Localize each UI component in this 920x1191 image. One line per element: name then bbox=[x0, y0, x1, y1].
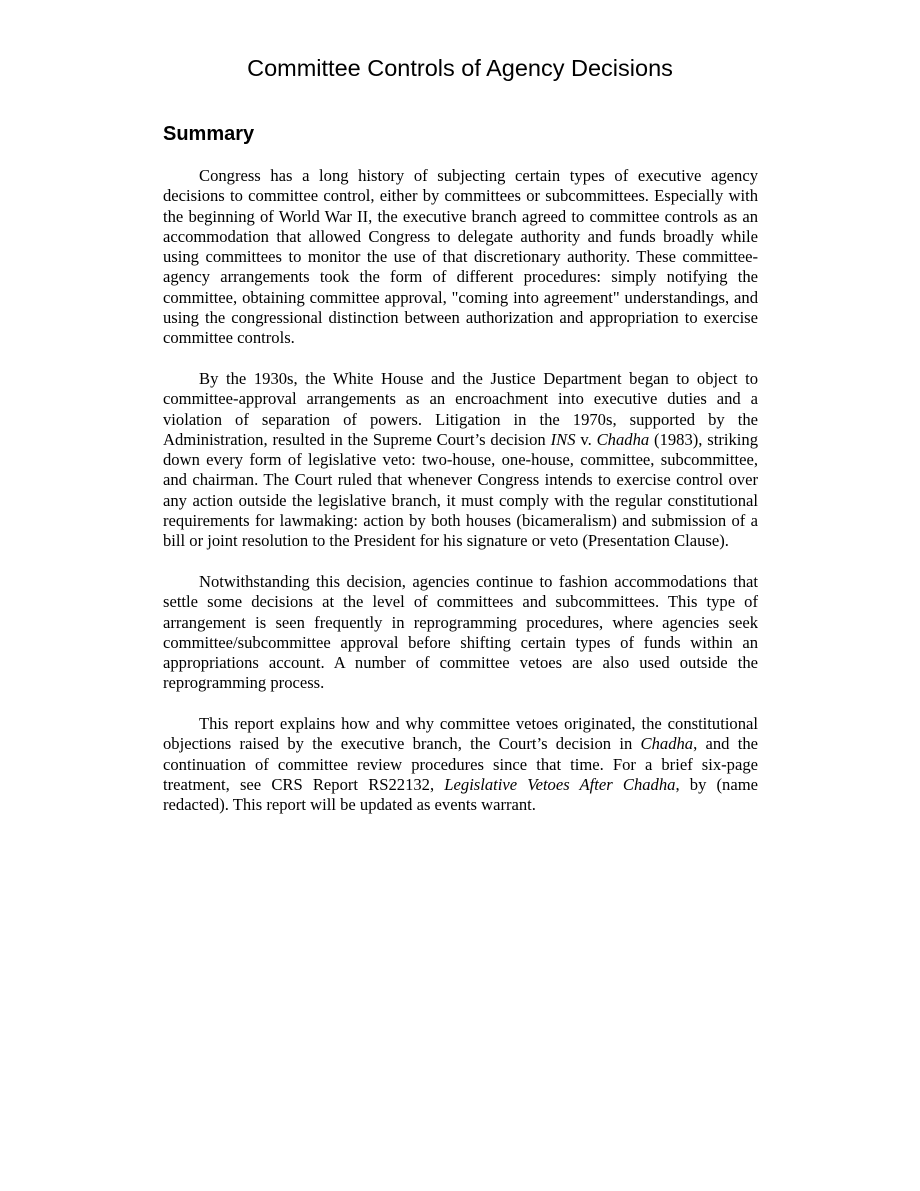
report-title-reference: Legislative Vetoes After Chadha bbox=[444, 774, 676, 794]
summary-heading: Summary bbox=[163, 123, 255, 145]
paragraph-4-text-1: This report explains how and why committee vetoes originated, the constitutional objections raised by the executive branch, the Court’s decision in bbox=[163, 714, 758, 754]
summary-paragraph-1: Congress has a long history of subjecting certain types of executive agency decisions to committee control, either by committees or subcommittees. Especially with the beginning of World War II, the executive branch agreed to committee controls as an accommodation that allowed Congress to delegate authority and funds broadly while using committees to monitor the use of that discretionary authority. These committee-agency arrangements took the form of different procedures: simply notifying the committee, obtaining committee approval, "coming into agreement" understandings, and using the congressional distinction between authorization and appropriation to exercise committee controls. bbox=[163, 166, 758, 348]
case-name-chadha: Chadha bbox=[596, 429, 650, 449]
paragraph-2-text-2: v. bbox=[575, 429, 597, 449]
paragraph-2-text-1: By the 1930s, the White House and the Justice Department began to object to committee-approval arrangements as an encroachment into executive duties and a violation of separation of powers. Litigation in the 1970s, supported by the Administration, resulted in the Supreme Court’s decision bbox=[163, 368, 758, 449]
case-name-ins: INS bbox=[550, 429, 576, 449]
paragraph-4-text-2: , and the continuation of committee review procedures since that time. For a brief six-page treatment, see CRS Report RS22132, bbox=[163, 734, 758, 794]
paragraph-2-text-3: (1983), striking down every form of legislative veto: two-house, one-house, committee, subcommittee, and chairman. The Court ruled that whenever Congress intends to exercise control over any action outside the legislative branch, it must comply with the regular constitutional requirements for lawmaking: action by both houses (bicameralism) and submission of a bill or joint resolution to the President for his signature or veto (Presentation Clause). bbox=[163, 429, 759, 551]
summary-paragraph-2 bbox=[163, 369, 758, 552]
paragraph-4-text-3: , by (name redacted). This report will be updated as events warrant. bbox=[163, 774, 758, 815]
summary-body bbox=[163, 166, 758, 836]
document-title: Committee Controls of Agency Decisions bbox=[247, 55, 673, 81]
summary-paragraph-4 bbox=[163, 714, 758, 815]
summary-paragraph-3: Notwithstanding this decision, agencies continue to fashion accommodations that settle some decisions at the level of committees and subcommittees. This type of arrangement is seen frequently in reprogramming procedures, where agencies seek committee/subcommittee approval before shifting certain types of funds within an appropriations account. A number of committee vetoes are also used outside the reprogramming process. bbox=[163, 571, 758, 693]
case-name-chadha: Chadha bbox=[640, 734, 694, 754]
